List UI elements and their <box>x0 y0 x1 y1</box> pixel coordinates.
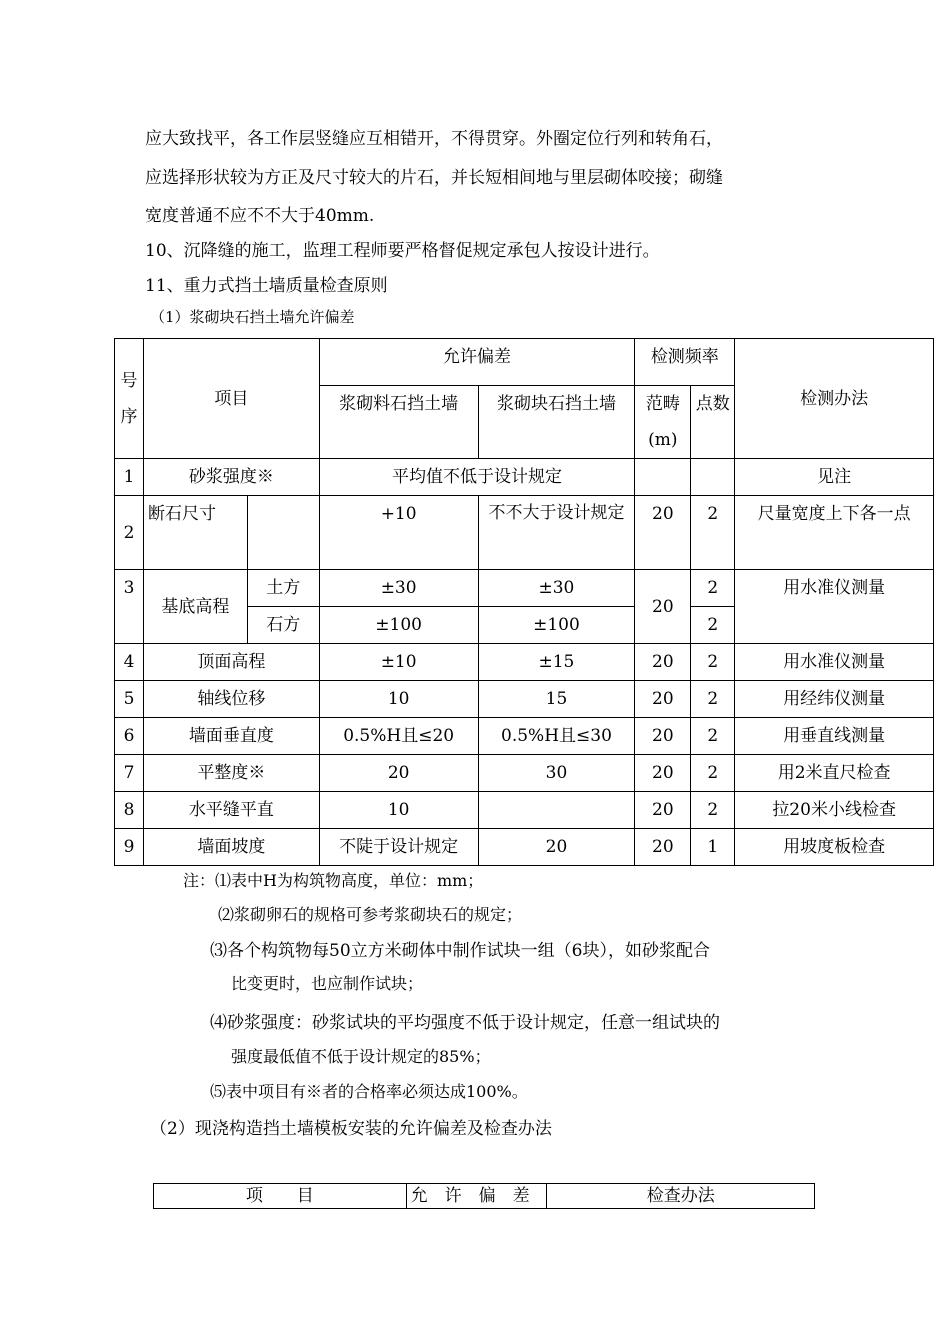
cell-tolerance-2: ±15 <box>478 644 635 681</box>
cell-points: 2 <box>691 718 735 755</box>
note-line: 强度最低值不低于设计规定的85%； <box>231 1047 491 1066</box>
cell-no: 2 <box>115 496 144 570</box>
cell-tolerance-1: 0.5%H且≤20 <box>319 718 478 755</box>
paragraph-line: 10、沉降缝的施工，监理工程师要严格督促规定承包人按设计进行。 <box>145 241 660 261</box>
paragraph-line: 应选择形状较为方正及尺寸较大的片石，并长短相间地与里层砌体咬接；砌缝 <box>145 168 723 188</box>
header-item: 项 目 <box>154 1184 407 1209</box>
note-line: ⑷砂浆强度：砂浆试块的平均强度不低于设计规定，任意一组试块的 <box>210 1013 720 1033</box>
header-range: 范畴(m) <box>635 386 691 459</box>
cell-method: 用2米直尺检查 <box>735 755 934 792</box>
cell-method: 见注 <box>735 459 934 496</box>
header-tolerance-block-stone: 浆砌块石挡土墙 <box>478 386 635 459</box>
cell-sub-earth: 土方 <box>247 570 319 607</box>
header-frequency: 检测频率 <box>635 339 735 386</box>
formwork-table <box>153 1183 815 1209</box>
cell-points: 2 <box>691 792 735 829</box>
cell-item: 基底高程 <box>143 570 247 644</box>
cell-item: 砂浆强度※ <box>143 459 319 496</box>
cell-method: 用垂直线测量 <box>735 718 934 755</box>
table-row <box>115 570 934 607</box>
cell-sub <box>247 496 319 570</box>
cell-no: 7 <box>115 755 144 792</box>
cell-sub-rock: 石方 <box>247 607 319 644</box>
cell-tolerance-2: 20 <box>478 829 635 866</box>
cell-points: 2 <box>691 570 735 607</box>
cell-range: 20 <box>635 570 691 644</box>
table-row <box>115 644 934 681</box>
cell-method: 用经纬仪测量 <box>735 681 934 718</box>
cell-method: 用坡度板检查 <box>735 829 934 866</box>
table-caption: （1）浆砌块石挡土墙允许偏差 <box>150 308 355 326</box>
cell-no: 5 <box>115 681 144 718</box>
cell-item: 水平缝平直 <box>143 792 319 829</box>
cell-no: 6 <box>115 718 144 755</box>
paragraph-line: 11、重力式挡土墙质量检查原则 <box>145 276 388 296</box>
cell-tolerance-2: 不不大于设计规定 <box>478 496 635 570</box>
table-row <box>115 681 934 718</box>
cell-range: 20 <box>635 792 691 829</box>
cell-no: 3 <box>115 570 144 644</box>
note-line: 注：⑴表中H为构筑物高度，单位：mm； <box>183 871 484 890</box>
cell-tolerance-2: 15 <box>478 681 635 718</box>
table-row <box>115 829 934 866</box>
cell-points: 1 <box>691 829 735 866</box>
table-row <box>115 459 934 496</box>
cell-tolerance-2: 0.5%H且≤30 <box>478 718 635 755</box>
cell-item: 墙面坡度 <box>143 829 319 866</box>
cell-range: 20 <box>635 755 691 792</box>
cell-no: 9 <box>115 829 144 866</box>
cell-points <box>691 459 735 496</box>
header-seq: 号序 <box>115 339 144 459</box>
note-line: ⑸表中项目有※者的合格率必须达成100%。 <box>210 1082 528 1101</box>
cell-no: 8 <box>115 792 144 829</box>
cell-tolerance-merged: 平均值不低于设计规定 <box>319 459 635 496</box>
cell-tolerance-2 <box>478 792 635 829</box>
header-tolerance: 允许偏差 <box>319 339 635 386</box>
paragraph-line: 宽度普通不应不不大于40mm. <box>145 206 375 226</box>
note-line: 比变更时，也应制作试块； <box>231 974 424 993</box>
cell-range: 20 <box>635 829 691 866</box>
cell-method: 用水准仪测量 <box>735 570 934 644</box>
note-line: ⑶各个构筑物每50立方米砌体中制作试块一组（6块），如砂浆配合 <box>210 941 710 961</box>
note-line: ⑵浆砌卵石的规格可参考浆砌块石的规定； <box>218 905 523 924</box>
header-tolerance-dressed-stone: 浆砌料石挡土墙 <box>319 386 478 459</box>
header-method: 检查办法 <box>547 1184 815 1209</box>
cell-item: 墙面垂直度 <box>143 718 319 755</box>
cell-range <box>635 459 691 496</box>
cell-tolerance-2: ±100 <box>478 607 635 644</box>
cell-range: 20 <box>635 681 691 718</box>
cell-tolerance-1: 10 <box>319 792 478 829</box>
cell-tolerance-1: 20 <box>319 755 478 792</box>
cell-tolerance-1: ±100 <box>319 607 478 644</box>
tolerance-table <box>114 338 934 866</box>
table-row <box>115 496 934 570</box>
cell-no: 1 <box>115 459 144 496</box>
cell-item: 平整度※ <box>143 755 319 792</box>
cell-method: 尺量宽度上下各一点 <box>735 496 934 570</box>
cell-method: 拉20米小线检查 <box>735 792 934 829</box>
cell-tolerance-1: 10 <box>319 681 478 718</box>
section-heading: （2）现浇构造挡土墙模板安装的允许偏差及检查办法 <box>150 1119 552 1139</box>
cell-points: 2 <box>691 755 735 792</box>
cell-tolerance-2: ±30 <box>478 570 635 607</box>
table-row <box>115 755 934 792</box>
header-item: 项目 <box>143 339 319 459</box>
header-points: 点数 <box>691 386 735 459</box>
header-tolerance: 允 许 偏 差 <box>406 1184 547 1209</box>
table-header-row <box>154 1184 815 1209</box>
cell-item: 顶面高程 <box>143 644 319 681</box>
table-row <box>115 718 934 755</box>
cell-tolerance-2: 30 <box>478 755 635 792</box>
cell-tolerance-1: 不陡于设计规定 <box>319 829 478 866</box>
cell-item: 断石尺寸 <box>143 496 247 570</box>
cell-item: 轴线位移 <box>143 681 319 718</box>
cell-no: 4 <box>115 644 144 681</box>
cell-points: 2 <box>691 681 735 718</box>
cell-tolerance-1: ±10 <box>319 644 478 681</box>
table-row <box>115 792 934 829</box>
cell-range: 20 <box>635 718 691 755</box>
cell-method: 用水准仪测量 <box>735 644 934 681</box>
cell-range: 20 <box>635 644 691 681</box>
cell-tolerance-1: ±30 <box>319 570 478 607</box>
cell-points: 2 <box>691 496 735 570</box>
cell-points: 2 <box>691 644 735 681</box>
cell-tolerance-1: +10 <box>319 496 478 570</box>
cell-range: 20 <box>635 496 691 570</box>
header-method: 检测办法 <box>735 339 934 459</box>
cell-points: 2 <box>691 607 735 644</box>
paragraph-line: 应大致找平，各工作层竖缝应互相错开，不得贯穿。外圈定位行列和转角石， <box>145 129 723 149</box>
